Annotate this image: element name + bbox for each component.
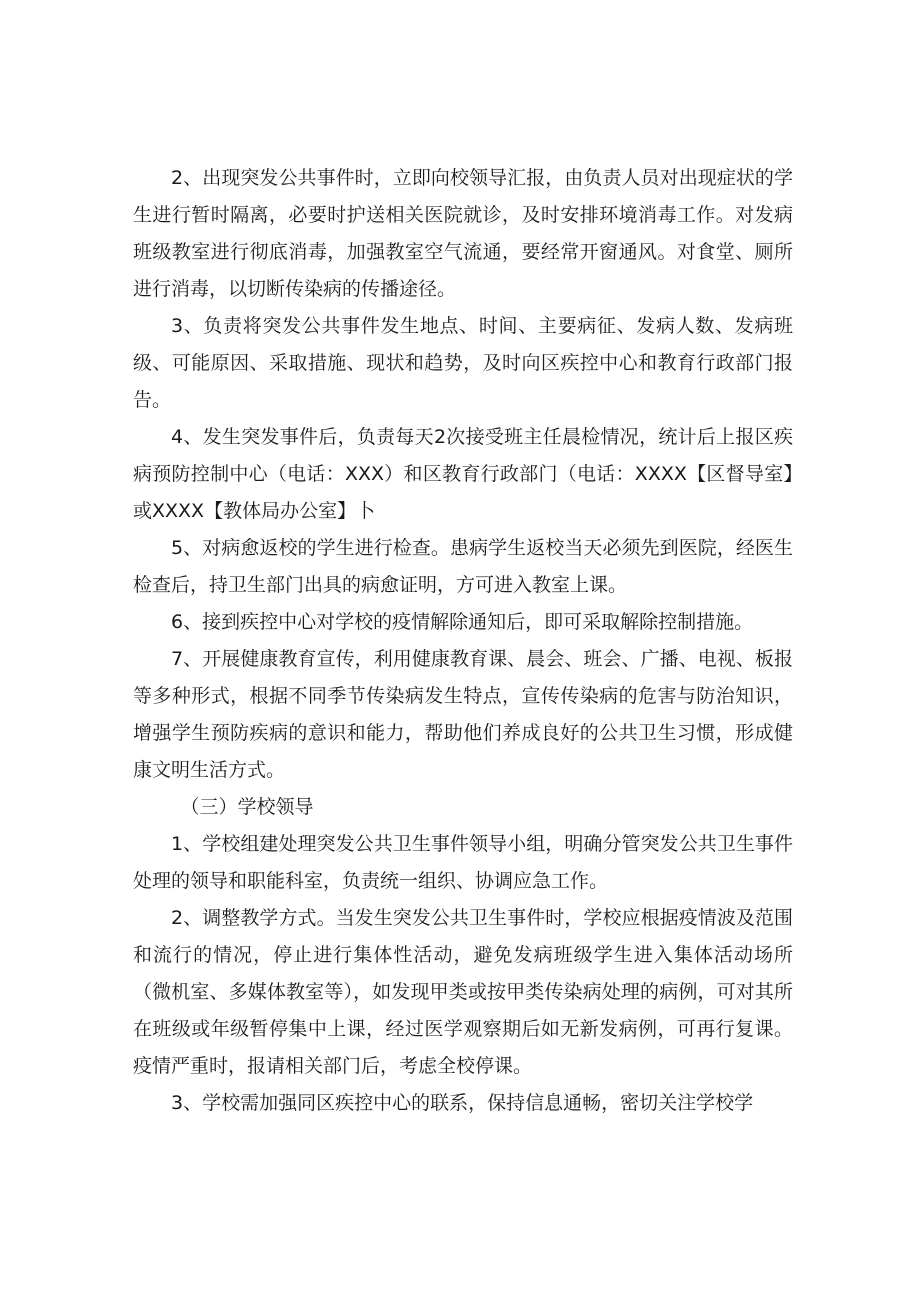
document-body [133, 160, 793, 1122]
paragraph-item-5-return-check: 5、对病愈返校的学生进行检查。患病学生返校当天必须先到医院，经医生检查后，持卫生部门出具的病愈证明，方可进入教室上课。 [133, 537, 793, 596]
paragraph-item-6-lift-control: 6、接到疾控中心对学校的疫情解除通知后，即可采取解除控制措施。 [171, 611, 754, 633]
section-heading-school-leadership: （三）学校领导 [180, 796, 314, 818]
paragraph-item-3-reporting: 3、负责将突发公共事件发生地点、时间、主要病征、发病人数、发病班级、可能原因、采取措施、现状和趋势，及时向区疾控中心和教育行政部门报告。 [133, 315, 793, 411]
paragraph-leadership-2-teaching: 2、调整教学方式。当发生突发公共卫生事件时，学校应根据疫情波及范围和流行的情况，停止进行集体性活动，避免发病班级学生进入集体活动场所（微机室、多媒体教室等），如发现甲类或按甲类传染病处理的病例，可对其所在班级或年级暂停集中上课，经过医学观察期后如无新发病例，可再行复课。疫情严重时，报请相关部门后，考虑全校停课。 [133, 907, 793, 1077]
paragraph-item-4-daily-report: 4、发生突发事件后，负责每天2次接受班主任晨检情况，统计后上报区疾病预防控制中心（电话：XXX）和区教育行政部门（电话：XXXX【区督导室】或XXXX【教体局办公室】卜 [133, 426, 793, 522]
paragraph-item-2-isolation: 2、出现突发公共事件时，立即向校领导汇报，由负责人员对出现症状的学生进行暂时隔离，必要时护送相关医院就诊，及时安排环境消毒工作。对发病班级教室进行彻底消毒，加强教室空气流通，要经常开窗通风。对食堂、厕所进行消毒，以切断传染病的传播途径。 [133, 167, 793, 300]
paragraph-leadership-1-group: 1、学校组建处理突发公共卫生事件领导小组，明确分管突发公共卫生事件处理的领导和职能科室，负责统一组织、协调应急工作。 [133, 833, 793, 892]
paragraph-leadership-3-liaison: 3、学校需加强同区疾控中心的联系，保持信息通畅，密切关注学校学 [171, 1092, 754, 1114]
paragraph-item-7-health-education: 7、开展健康教育宣传，利用健康教育课、晨会、班会、广播、电视、板报等多种形式，根据不同季节传染病发生特点，宣传传染病的危害与防治知识，增强学生预防疾病的意识和能力，帮助他们养成良好的公共卫生习惯，形成健康文明生活方式。 [133, 648, 793, 781]
